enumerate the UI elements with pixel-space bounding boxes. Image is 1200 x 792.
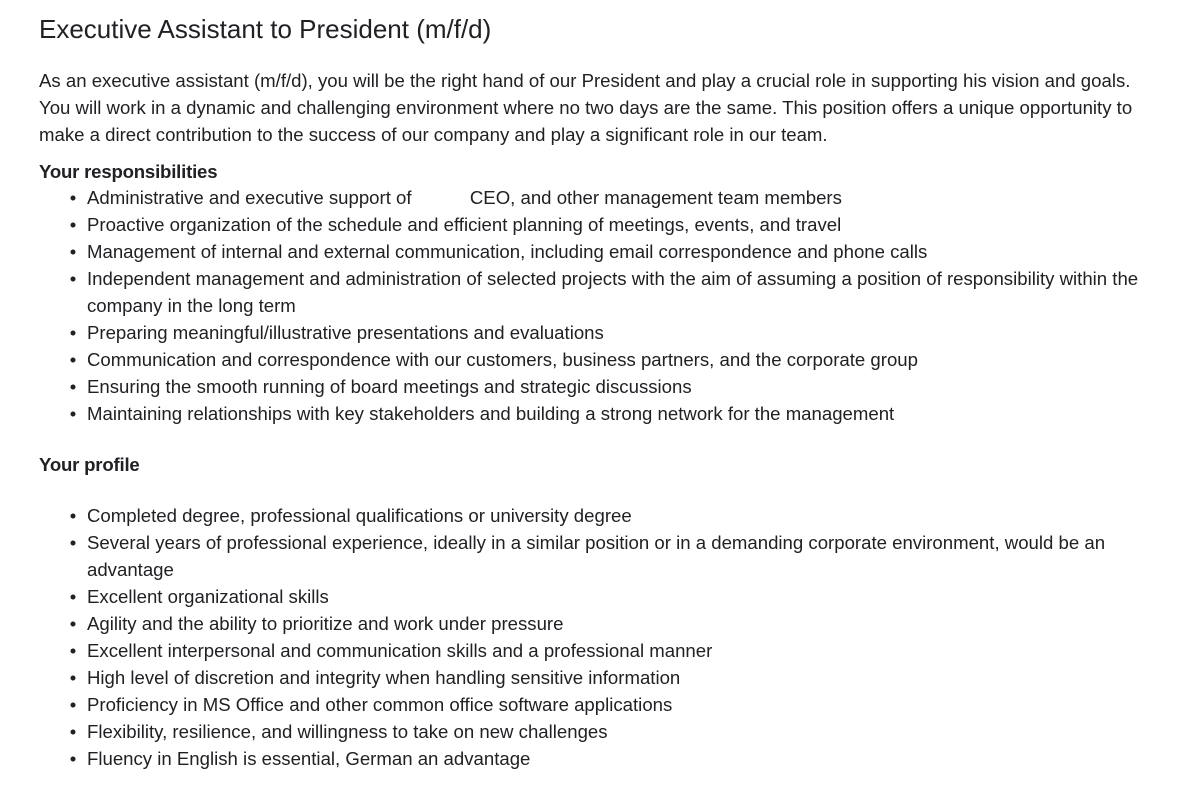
job-title: Executive Assistant to President (m/f/d)	[39, 14, 492, 44]
list-item-text: Maintaining relationships with key stakeholders and building a strong network for the management	[87, 403, 895, 424]
list-item-text: Management of internal and external communication, including email correspondence and phone calls	[87, 241, 928, 262]
list-item-text: High level of discretion and integrity when handling sensitive information	[87, 667, 681, 688]
list-item	[69, 373, 1160, 400]
list-item	[69, 583, 1160, 610]
list-item	[69, 637, 1160, 664]
list-item	[69, 265, 1160, 319]
list-item-text: Agility and the ability to prioritize and work under pressure	[87, 613, 564, 634]
list-item	[69, 346, 1160, 373]
bullet-icon: •	[69, 586, 77, 607]
list-item	[69, 691, 1160, 718]
list-item-text: Ensuring the smooth running of board meetings and strategic discussions	[87, 376, 692, 397]
bullet-icon: •	[69, 613, 77, 634]
responsibilities-heading: Your responsibilities	[39, 161, 218, 182]
list-item-text: Excellent interpersonal and communication skills and a professional manner	[87, 640, 713, 661]
list-item-text: Independent management and administration of selected projects with the aim of assuming a position of responsibility within the company in the long term	[87, 268, 1139, 316]
redacted-text	[417, 189, 465, 207]
bullet-icon: •	[69, 241, 77, 262]
bullet-icon: •	[69, 721, 77, 742]
bullet-icon: •	[69, 214, 77, 235]
list-item	[69, 400, 1160, 427]
responsibilities-list	[39, 184, 1160, 427]
bullet-icon: •	[69, 748, 77, 769]
bullet-icon: •	[69, 532, 77, 553]
bullet-icon: •	[69, 694, 77, 715]
list-item	[69, 610, 1160, 637]
list-item	[69, 529, 1160, 583]
list-item-text: Preparing meaningful/illustrative presentations and evaluations	[87, 322, 604, 343]
list-item-text: Flexibility, resilience, and willingness to take on new challenges	[87, 721, 608, 742]
list-item-text: Excellent organizational skills	[87, 586, 329, 607]
bullet-icon: •	[69, 403, 77, 424]
bullet-icon: •	[69, 322, 77, 343]
list-item	[69, 184, 1160, 211]
bullet-icon: •	[69, 187, 77, 208]
list-item	[69, 664, 1160, 691]
list-item-text: Proactive organization of the schedule and efficient planning of meetings, events, and travel	[87, 214, 842, 235]
list-item	[69, 211, 1160, 238]
list-item-text-start: Administrative and executive support of	[87, 187, 412, 208]
list-item	[69, 502, 1160, 529]
list-item-text: Communication and correspondence with our customers, business partners, and the corporate group	[87, 349, 918, 370]
profile-heading: Your profile	[39, 454, 140, 475]
list-item	[69, 238, 1160, 265]
list-item-text: Completed degree, professional qualifications or university degree	[87, 505, 632, 526]
bullet-icon: •	[69, 349, 77, 370]
list-item-text: Several years of professional experience, ideally in a similar position or in a demanding corporate environment, would be an advantage	[87, 532, 1106, 580]
bullet-icon: •	[69, 376, 77, 397]
profile-list	[39, 502, 1160, 772]
bullet-icon: •	[69, 505, 77, 526]
bullet-icon: •	[69, 667, 77, 688]
list-item-text: Fluency in English is essential, German an advantage	[87, 748, 531, 769]
list-item	[69, 319, 1160, 346]
list-item	[69, 745, 1160, 772]
bullet-icon: •	[69, 640, 77, 661]
list-item-text: Proficiency in MS Office and other common office software applications	[87, 694, 673, 715]
intro-paragraph: As an executive assistant (m/f/d), you will be the right hand of our President and play a crucial role in supporting his vision and goals. You will work in a dynamic and challenging environment where no two days are the same. This position offers a unique opportunity to make a direct contribution to the success of our company and play a significant role in our team.	[39, 70, 1133, 145]
list-item-text-end: CEO, and other management team members	[469, 187, 842, 208]
bullet-icon: •	[69, 268, 77, 289]
list-item	[69, 718, 1160, 745]
